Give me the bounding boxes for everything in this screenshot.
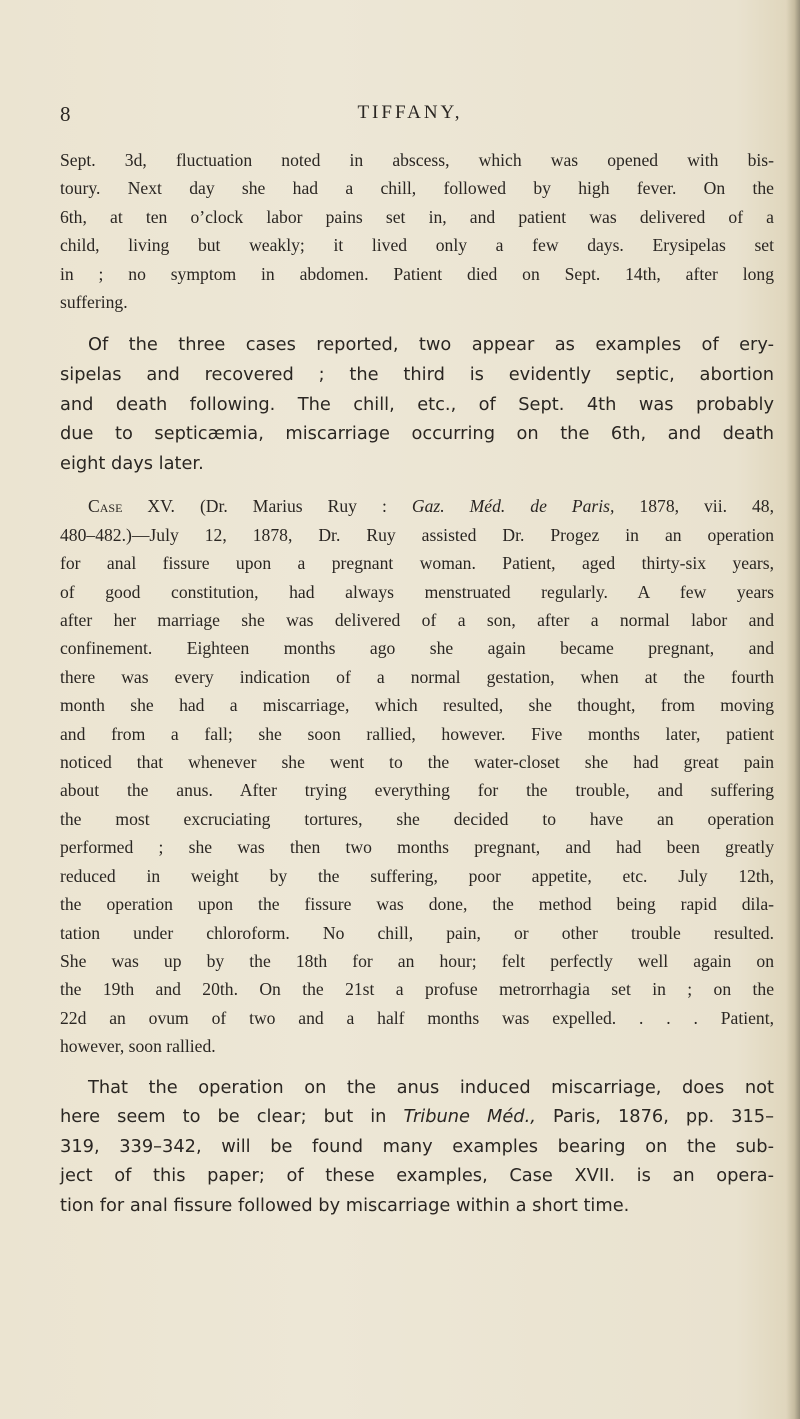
text-line: after her marriage she was delivered of a son, after a normal labor and (60, 610, 774, 631)
text-line: however, soon rallied. (60, 1036, 216, 1057)
text-line: 480–482.)—July 12, 1878, Dr. Ruy assisted Dr. Progez in an operation (60, 524, 774, 545)
text-line: the 19th and 20th. On the 21st a profuse metrorrhagia set in ; on the (60, 979, 774, 1000)
text-line: the most excruciating tortures, she decided to have an operation (60, 808, 774, 829)
text-line: tion for anal fissure followed by miscarriage within a short time. (60, 1194, 630, 1216)
text-line: tation under chloroform. No chill, pain, or other trouble resulted. (60, 922, 774, 943)
text-line: in ; no symptom in abdomen. Patient died on Sept. 14th, after long (60, 263, 774, 284)
text-line: of good constitution, had always menstruated regularly. A few years (60, 581, 774, 602)
text-line: ject of this paper; of these examples, Case XVII. is an opera- (60, 1165, 774, 1187)
text-line: reduced in weight by the suffering, poor appetite, etc. July 12th, (60, 865, 774, 886)
citation-prefix: (Dr. Marius Ruy : (199, 496, 387, 517)
case-label: Case XV. (88, 496, 175, 517)
text-line: there was every indication of a normal gestation, when at the fourth (60, 666, 774, 687)
citation-rest: 1878, vii. 48, (639, 496, 774, 517)
text-line: 319, 339–342, will be found many examples bearing on the sub- (60, 1135, 774, 1157)
paragraph-2 (60, 330, 774, 478)
text-line: toury. Next day she had a chill, followed by high fever. On the (60, 178, 774, 199)
case-heading-line (60, 492, 774, 520)
text-line: due to septicæmia, miscarriage occurring on the 6th, and death (60, 423, 774, 445)
text-line: performed ; she was then two months pregnant, and had been greatly (60, 837, 774, 858)
body-text (60, 146, 774, 1221)
text-line: the operation upon the fissure was done, the method being rapid dila- (60, 894, 774, 915)
text-line: month she had a miscarriage, which resulted, she thought, from moving (60, 695, 774, 716)
text-line: That the operation on the anus induced miscarriage, does not (88, 1076, 774, 1098)
page-edge-shadow (786, 0, 800, 1419)
citation-journal: Gaz. Méd. de Paris, (411, 496, 615, 517)
text-line: Sept. 3d, fluctuation noted in abscess, which was opened with bis- (60, 150, 774, 170)
text-line: for anal fissure upon a pregnant woman. Patient, aged thirty-six years, (60, 553, 774, 574)
paragraph-3-case-xv (60, 492, 774, 1060)
text-fragment: here seem to be clear; but in (60, 1106, 387, 1128)
page-number: 8 (60, 102, 71, 126)
running-head: TIFFANY, (357, 102, 463, 123)
text-line: eight days later. (60, 452, 204, 474)
text-line: and from a fall; she soon rallied, however. Five months later, patient (60, 723, 774, 744)
paragraph-4 (60, 1073, 774, 1221)
text-line: She was up by the 18th for an hour; felt perfectly well again on (60, 950, 774, 971)
text-line: child, living but weakly; it lived only a few days. Erysipelas set (60, 235, 774, 256)
text-line: 6th, at ten o’clock labor pains set in, and patient was delivered of a (60, 206, 774, 227)
text-line: confinement. Eighteen months ago she again became pregnant, and (60, 638, 774, 659)
text-line: and death following. The chill, etc., of Sept. 4th was probably (60, 393, 774, 415)
paragraph-1 (60, 146, 774, 316)
page-header (60, 102, 760, 134)
text-line: noticed that whenever she went to the water-closet she had great pain (60, 752, 774, 773)
text-line: Of the three cases reported, two appear as examples of ery- (88, 334, 774, 356)
text-line: suffering. (60, 292, 128, 313)
text-line-with-citation (60, 1102, 774, 1132)
text-line: about the anus. After trying everything for the trouble, and suffering (60, 780, 774, 801)
text-fragment: Paris, 1876, pp. 315– (552, 1106, 775, 1128)
text-line: sipelas and recovered ; the third is evidently septic, abortion (60, 364, 774, 386)
citation-journal: Tribune Méd., (403, 1106, 536, 1128)
text-line: 22d an ovum of two and a half months was expelled. . . . Patient, (60, 1007, 774, 1028)
